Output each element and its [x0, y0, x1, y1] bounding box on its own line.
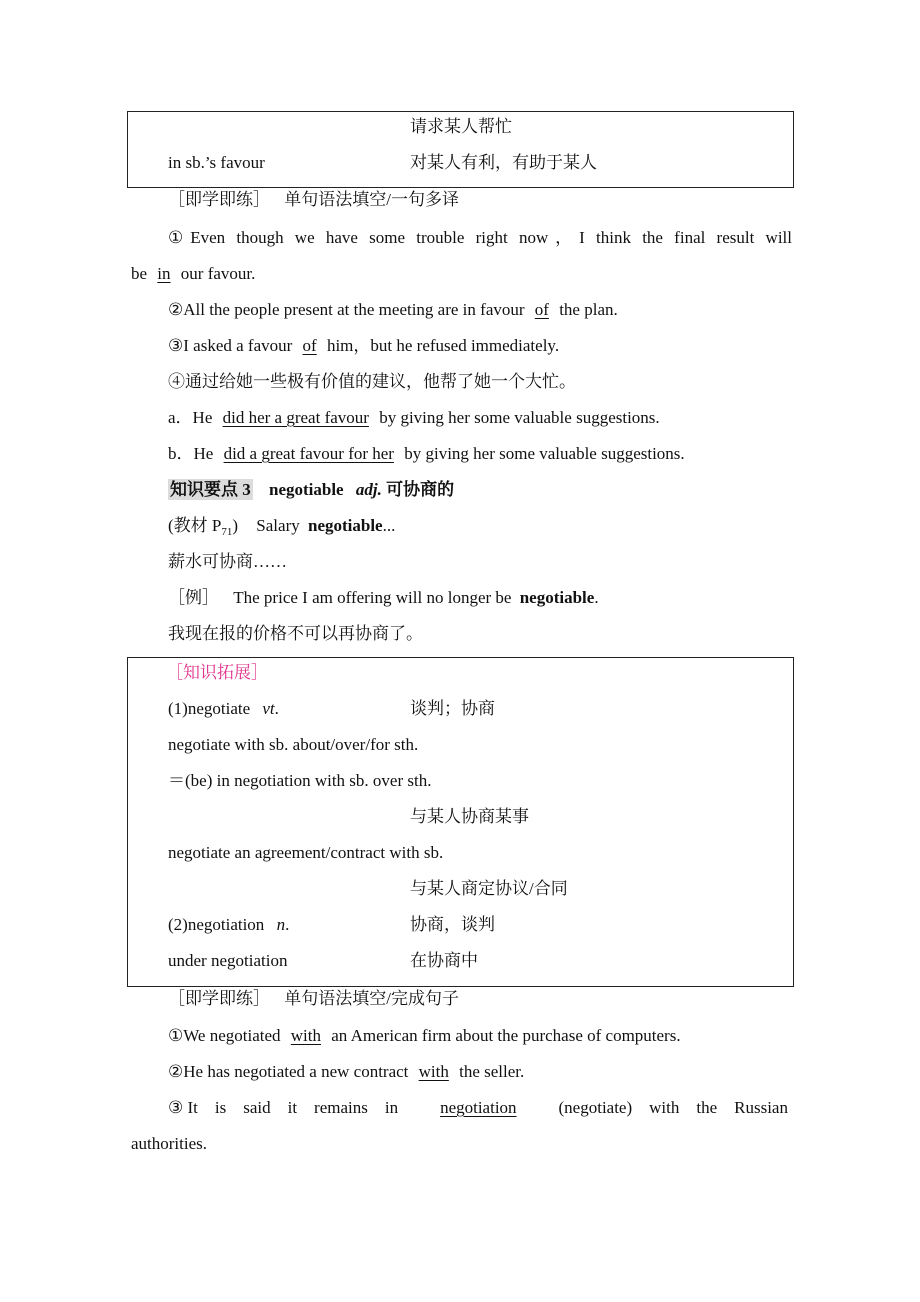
q1-answer: in [157, 264, 171, 283]
practice1-q1-line1: ①Even though we have some trouble right now，I think the final result will [168, 228, 792, 247]
box2-r5: negotiate an agreement/contract with sb. [168, 843, 444, 862]
p2-q1-post: an American firm about the purchase of computers. [331, 1026, 681, 1045]
source-bold: negotiable [307, 516, 383, 535]
box2-r2: negotiate with sb. about/over/for sth. [168, 735, 419, 754]
point3-title [168, 480, 454, 500]
box2-r3: ＝(be) in negotiation with sb. over sth. [168, 771, 432, 790]
q2-answer: of [534, 300, 549, 319]
source-post: ) [232, 516, 239, 535]
box2-r8: under negotiation [168, 951, 288, 970]
p2-q2-answer: with [418, 1062, 449, 1081]
point3-label: 知识要点 3 [170, 480, 251, 499]
box2-r1-cn: 谈判；协商 [410, 699, 495, 718]
q2-post: the plan. [559, 300, 618, 319]
box2-heading: ［知识拓展］ [166, 663, 268, 682]
practice2-q1 [168, 1026, 681, 1046]
p2-q3-answer: negotiation [440, 1098, 517, 1117]
source-pre: (教材 P [168, 516, 222, 535]
point3-example [168, 588, 599, 608]
p2-q2-post: the seller. [459, 1062, 525, 1081]
r7-pos: n [276, 915, 286, 934]
point3-example-cn: 我现在报的价格不可以再协商了。 [168, 624, 423, 643]
r1-en: (1)negotiate [168, 699, 251, 718]
box2-r6-cn: 与某人商定协议/合同 [410, 879, 568, 898]
practice1-q2 [168, 300, 618, 320]
p2-q3-post: (negotiate) with the Russian [558, 1098, 788, 1117]
practice2-q3-line2: authorities. [131, 1134, 208, 1153]
r1-pos: vt [262, 699, 275, 718]
source-page: 71 [221, 526, 233, 538]
example-tail: . [594, 588, 599, 607]
practice2-header [168, 989, 459, 1009]
example-bold: negotiable [519, 588, 595, 607]
point3-source-cn: 薪水可协商…… [168, 552, 287, 571]
example-text: The price I am offering will no longer be [233, 588, 512, 607]
p2-q1-pre: ①We negotiated [168, 1026, 281, 1045]
practice1-subtitle: 单句语法填空/一句多译 [284, 190, 459, 209]
practice2-q2 [168, 1062, 524, 1082]
p2-q1-answer: with [290, 1026, 322, 1045]
qa-pre: a．He [168, 408, 213, 427]
point3-word: negotiable [269, 480, 344, 499]
box2-r4-cn: 与某人协商某事 [410, 807, 529, 826]
q1-pre: be [131, 264, 148, 283]
practice2-q3 [168, 1098, 788, 1118]
practice2-heading: ［即学即练］ [168, 989, 270, 1008]
r7-en: (2)negotiation [168, 915, 265, 934]
point3-meaning: 可协商的 [386, 480, 455, 499]
q3-post: him，but he refused immediately. [326, 336, 560, 355]
box2-r1 [168, 699, 279, 719]
qb-pre: b．He [168, 444, 214, 463]
box1-row2-cn: 对某人有利，有助于某人 [410, 153, 597, 172]
practice1-q1-line2 [131, 264, 255, 284]
box2-r8-cn: 在协商中 [410, 951, 478, 970]
practice2-subtitle: 单句语法填空/完成句子 [284, 989, 459, 1008]
p2-q3-pre: ③ It is said it remains in [168, 1098, 399, 1117]
practice1-qb [168, 444, 685, 464]
point3-source [168, 516, 395, 542]
point3-pos: adj. [355, 480, 382, 499]
qa-answer: did her a great favour [222, 408, 369, 427]
box2-r7 [168, 915, 289, 935]
box1-row2-en: in sb.’s favour [168, 153, 265, 172]
r7-dot: . [285, 915, 290, 934]
practice1-qa [168, 408, 660, 428]
practice1-header [168, 190, 459, 210]
box2-r7-cn: 协商，谈判 [410, 915, 495, 934]
practice1-q3 [168, 336, 559, 356]
practice1-q4: ④通过给她一些极有价值的建议，他帮了她一个大忙。 [168, 372, 576, 391]
q3-pre: ③I asked a favour [168, 336, 293, 355]
box1-row1-cn: 请求某人帮忙 [410, 117, 512, 136]
r1-dot: . [274, 699, 279, 718]
p2-q2-pre: ②He has negotiated a new contract [168, 1062, 409, 1081]
practice1-heading: ［即学即练］ [168, 190, 270, 209]
q2-pre: ②All the people present at the meeting are in favour [168, 300, 525, 319]
q1-post: our favour. [180, 264, 256, 283]
source-text: Salary [256, 516, 300, 535]
qa-post: by giving her some valuable suggestions. [379, 408, 660, 427]
qb-post: by giving her some valuable suggestions. [404, 444, 685, 463]
example-label: ［例］ [168, 588, 219, 607]
q3-answer: of [302, 336, 317, 355]
qb-answer: did a great favour for her [223, 444, 394, 463]
source-tail: ... [382, 516, 396, 535]
